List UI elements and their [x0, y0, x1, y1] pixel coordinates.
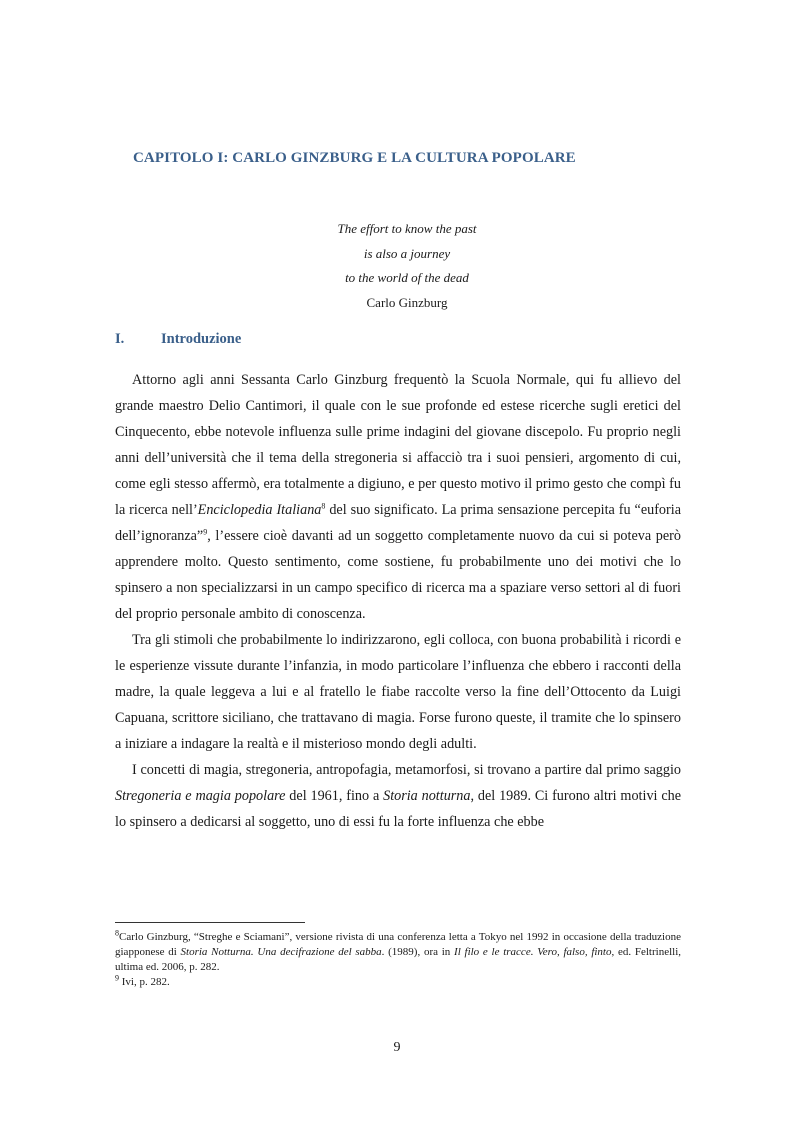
paragraph — [115, 757, 681, 835]
text-run: , ed. Feltrinelli, ultima ed. 2006, p. 282. — [115, 946, 681, 973]
italic-title: Storia notturna — [383, 788, 471, 804]
epigraph-line: is also a journey — [363, 245, 451, 261]
footnote-ref[interactable]: 8 — [321, 501, 326, 511]
section-heading — [115, 331, 241, 348]
text-run: del 1961, fino a — [285, 788, 384, 804]
footnote-mark: 9 — [115, 973, 119, 983]
footnote-separator — [115, 922, 305, 923]
section-title: Introduzione — [161, 331, 242, 347]
text-run: . (1989), ora in — [381, 946, 455, 958]
italic-title: Enciclopedia Italiana — [197, 502, 322, 518]
footnote — [115, 930, 681, 975]
text-run: , l’essere cioè davanti ad un soggetto completamente nuovo da cui si poteva però apprendere molto. Questo sentimento, come sostiene, fu probabilmente uno dei motivi che lo spinsero a non specializzarsi in un campo specifico di ricerca ma a spaziare verso settori al di fuori del proprio personale ambito di conoscenza. — [115, 528, 681, 622]
footnote — [115, 975, 681, 990]
italic-title: Il filo e le tracce. Vero, falso, finto — [454, 946, 612, 958]
text-run: Attorno agli anni Sessanta Carlo Ginzburg frequentò la Scuola Normale, qui fu allievo del grande maestro Delio Cantimori, il quale con le sue profonde ed estese ricerche sugli eretici del Cinquecento, ebbe notevole influenza sulle prime indagini del giovane discepolo. Fu proprio negli anni dell’università che il tema della stregoneria si affacciò tra i suoi pensieri, argomento di cui, come egli stesso affermò, era totalmente a digiuno, e per questo motivo il primo gesto che compì fu la ricerca nell’ — [115, 372, 681, 518]
italic-title: Storia Notturna. Una decifrazione del sabba — [180, 946, 382, 958]
epigraph — [307, 217, 507, 315]
footnote-ref[interactable]: 9 — [203, 527, 208, 537]
text-run: , del 1989. Ci furono altri motivi che lo spinsero a dedicarsi al soggetto, uno di essi fu la forte influenza che ebbe — [115, 788, 682, 830]
text-run: del suo significato. La prima sensazione percepita fu “euforia dell’ignoranza” — [115, 502, 681, 544]
text-run: Ivi, p. 282. — [119, 976, 170, 988]
page-number: 9 — [393, 1040, 401, 1055]
body-text — [115, 367, 681, 835]
text-run: Carlo Ginzburg, “Streghe e Sciamani”, versione rivista di una conferenza letta a Tokyo nel 1992 in occasione della traduzione giapponese di — [115, 931, 681, 958]
section-number: I. — [115, 331, 125, 347]
paragraph: Tra gli stimoli che probabilmente lo indirizzarono, egli colloca, con buona probabilità i ricordi e le esperienze vissute durante l’infanzia, in modo particolare l’influenza che ebbero i racconti della madre, la quale leggeva a lui e al fratello le fiabe raccolte verso la fine dell’Ottocento da Luigi Capuana, scrittore siciliano, che trattavano di magia. Forse furono queste, il tramite che lo spinsero a iniziare a indagare la realtà e il misterioso mondo degli adulti. — [115, 632, 681, 752]
epigraph-line: The effort to know the past — [337, 221, 477, 236]
epigraph-author: Carlo Ginzburg — [366, 294, 448, 310]
chapter-title: CAPITOLO I: CARLO GINZBURG E LA CULTURA POPOLARE — [133, 150, 576, 166]
text-run: I concetti di magia, stregoneria, antropofagia, metamorfosi, si trovano a partire dal primo saggio — [132, 762, 681, 778]
footnotes — [115, 930, 681, 990]
footnote-mark: 8 — [115, 928, 119, 938]
epigraph-line: to the world of the dead — [345, 270, 469, 285]
italic-title: Stregoneria e magia popolare — [115, 788, 286, 804]
paragraph — [115, 367, 681, 627]
